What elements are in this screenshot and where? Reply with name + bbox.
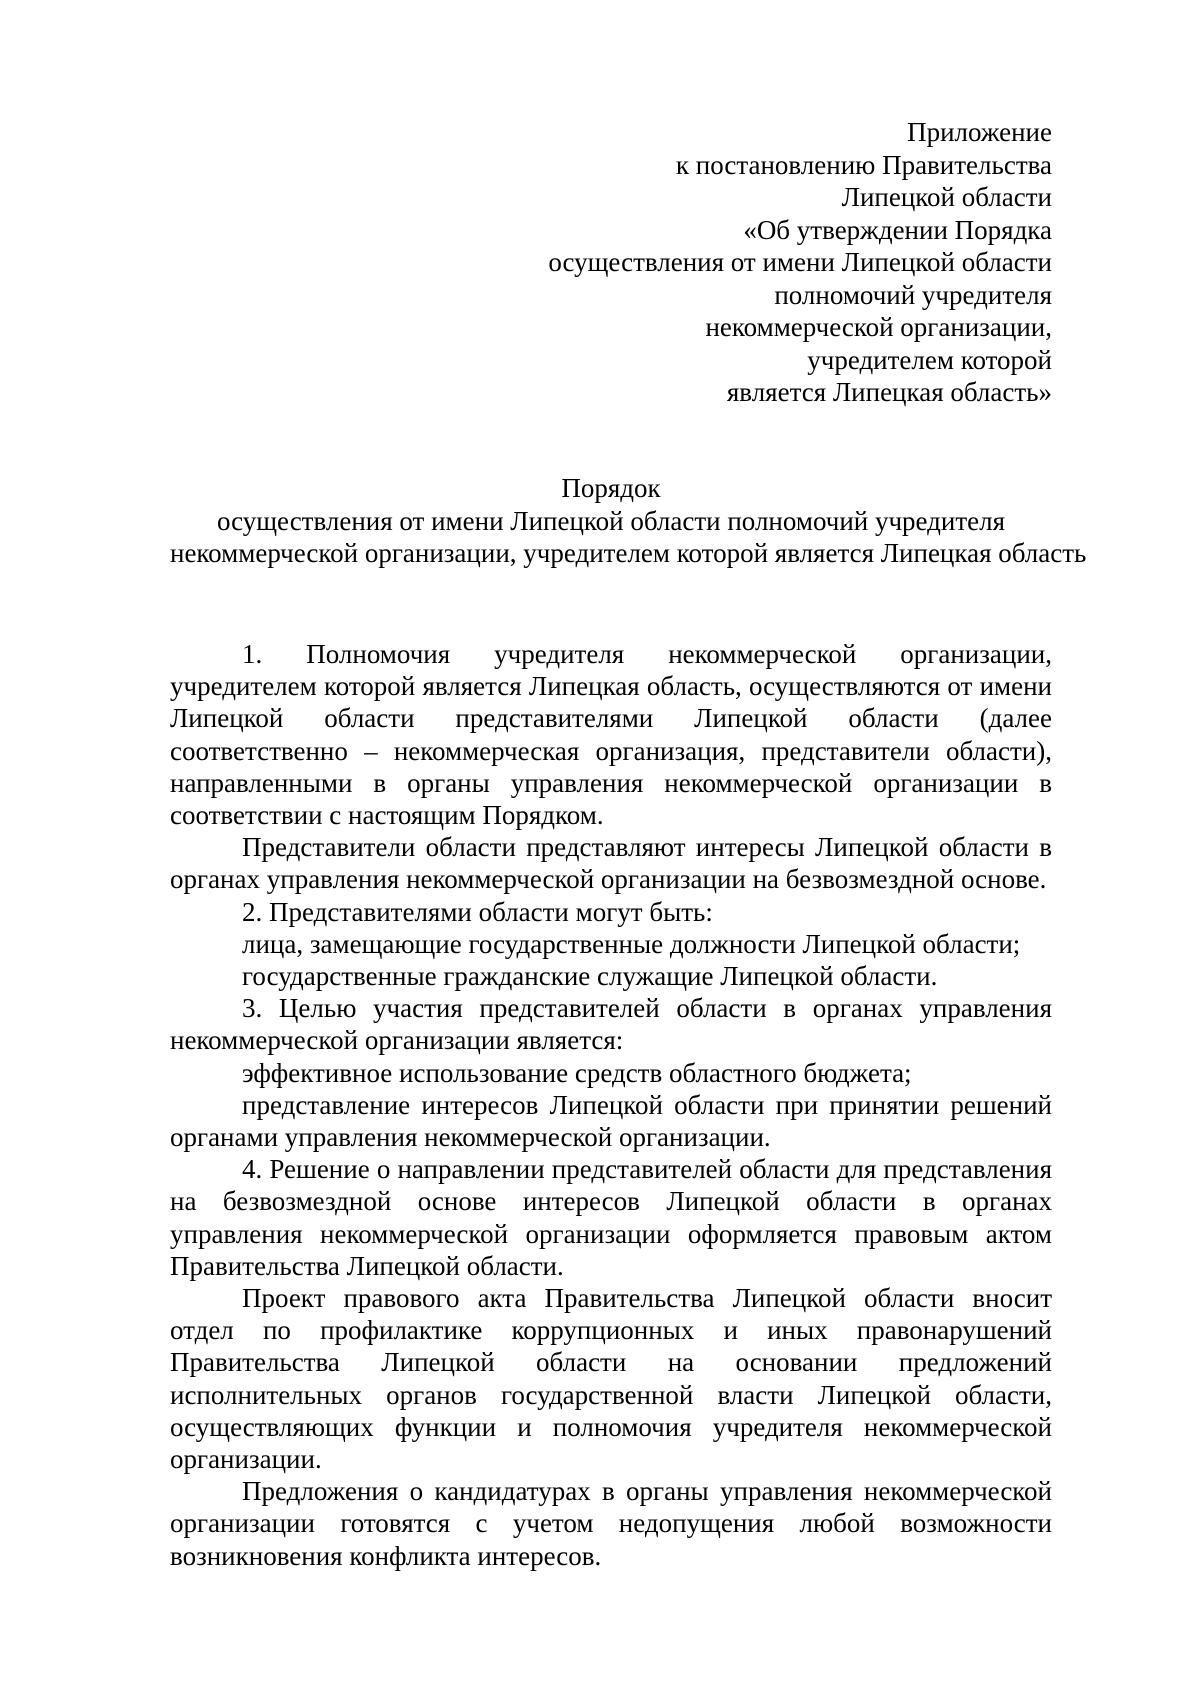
paragraph: государственные гражданские служащие Липецкой области. (242, 961, 938, 992)
title-line: осуществления от имени Липецкой области полномочий учредителя (216, 505, 1006, 536)
annex-line: является Липецкая область» (726, 377, 1052, 407)
paragraph: Проект правового акта Правительства Липецкой области вносит отдел по профилактике коррупционных и иных правонарушений Правительства Липецкой области на основании предложений исполнительных органов государственной власти Липецкой области, осуществляющих функции и полномочия учредителя некоммерческой организации. (170, 1283, 1052, 1475)
paragraph: 2. Представителями области могут быть: (242, 896, 713, 927)
document-body (170, 638, 1052, 1572)
paragraph: лица, замещающие государственные должности Липецкой области; (242, 928, 1021, 959)
annex-line: Приложение (907, 117, 1052, 147)
annex-line: некоммерческой организации, (705, 312, 1052, 342)
paragraph: эффективное использование средств областного бюджета; (242, 1057, 912, 1088)
title-heading: Порядок (561, 473, 661, 503)
title-line: некоммерческой организации, учредителем которой является Липецкая область (170, 538, 1087, 568)
document-title (170, 472, 1087, 570)
paragraph: Представители области представляют интересы Липецкой области в органах управления некоммерческой организации на безвозмездной основе. (170, 832, 1052, 895)
paragraph: 3. Целью участия представителей области в органах управления некоммерческой организации является: (170, 993, 1052, 1056)
paragraph: Предложения о кандидатурах в органы управления некоммерческой организации готовятся с учетом недопущения любой возможности возникновения конфликта интересов. (170, 1476, 1052, 1571)
annex-header (352, 116, 1052, 409)
annex-line: полномочий учредителя (774, 279, 1052, 310)
annex-line: учредителем которой (807, 344, 1052, 375)
paragraph: 4. Решение о направлении представителей области для представления на безвозмездной основе интересов Липецкой области в органах управления некоммерческой организации оформляется правовым актом Правительства Липецкой области. (170, 1154, 1052, 1281)
annex-line: «Об утверждении Порядка (743, 214, 1052, 245)
annex-line: Липецкой области (841, 182, 1052, 212)
paragraph: представление интересов Липецкой области при принятии решений органами управления некоммерческой организации. (170, 1089, 1052, 1153)
annex-line: осуществления от имени Липецкой области (548, 247, 1052, 277)
annex-line: к постановлению Правительства (675, 149, 1052, 180)
paragraph: 1. Полномочия учредителя некоммерческой организации, учредителем которой является Липецкая область, осуществляются от имени Липецкой области представителями Липецкой области (далее соответственно – некоммерческая организация, представители области), направленными в органы управления некоммерческой организации в соответствии с настоящим Порядком. (170, 639, 1052, 831)
